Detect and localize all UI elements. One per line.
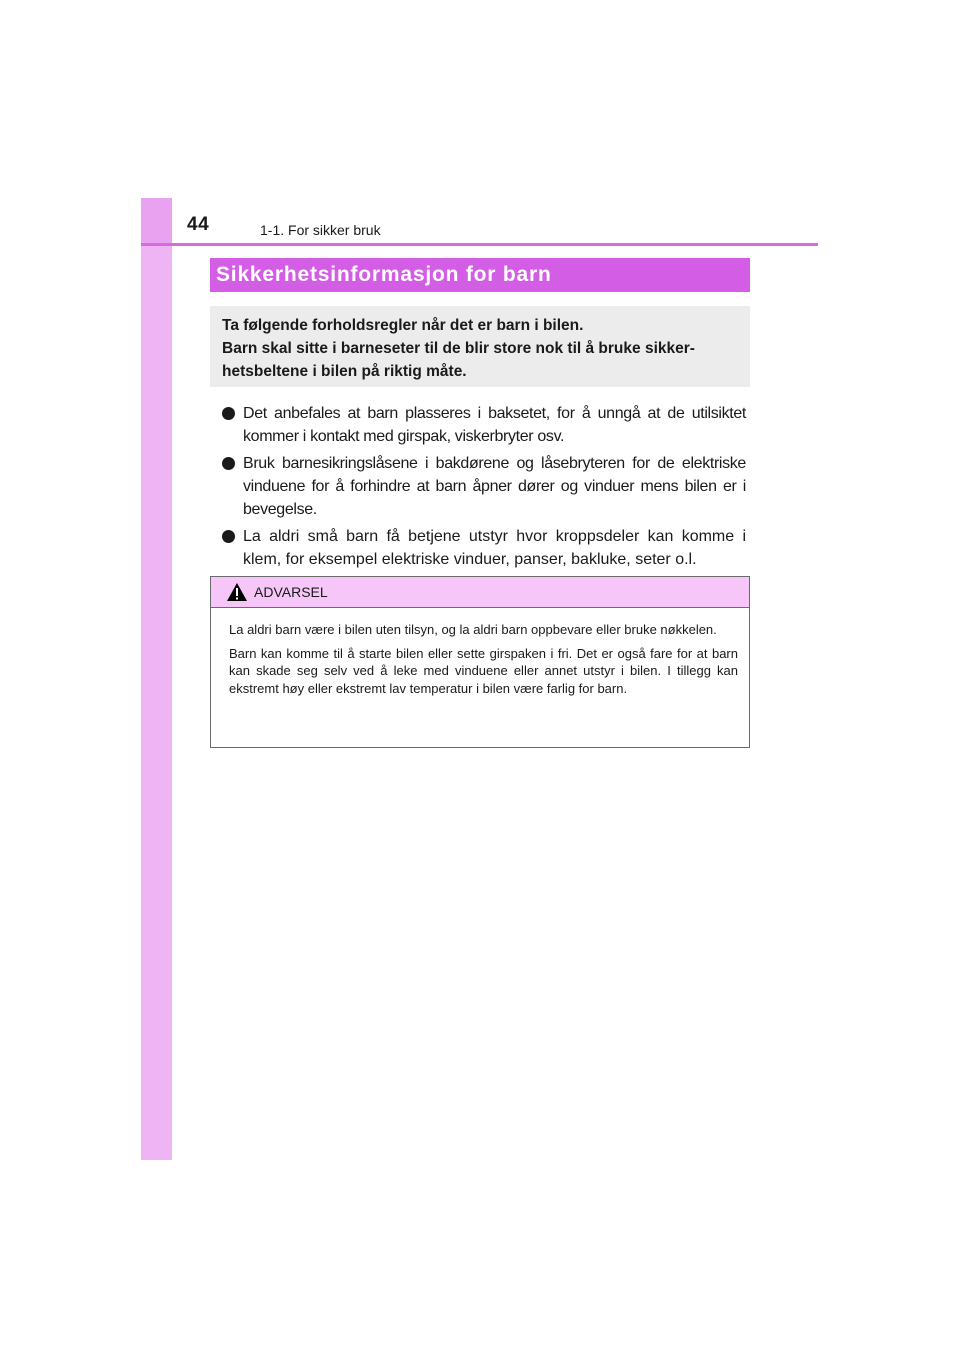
list-item — [222, 452, 746, 521]
warning-label: ADVARSEL — [254, 584, 328, 600]
warning-triangle-icon — [226, 582, 248, 602]
bullet-text: Det anbefales at barn plasseres i baksetet, for å unngå at de utilsiktet kommer i kontakt med girspak, viskerbryter osv. — [243, 405, 746, 445]
page-number: 44 — [187, 214, 210, 235]
section-label: 1-1. For sikker bruk — [260, 222, 381, 238]
intro-line: Ta følgende forholdsregler når det er barn i bilen. — [222, 317, 584, 334]
section-title-bar — [210, 258, 750, 292]
header-rule — [141, 243, 818, 246]
side-tab-strip — [141, 198, 172, 1160]
warning-body — [211, 608, 749, 697]
intro-line: Barn skal sitte i barneseter til de blir store nok til å bruke sikker- — [222, 340, 695, 357]
intro-line: hetsbeltene i bilen på riktig måte. — [222, 363, 467, 380]
list-item — [222, 402, 746, 448]
side-tab-header — [141, 198, 172, 245]
bullet-text: La aldri små barn få betjene utstyr hvor kroppsdeler kan komme i klem, for eksempel elektriske vinduer, panser, bakluke, seter o.l. — [243, 528, 746, 568]
warning-paragraph: La aldri barn være i bilen uten tilsyn, og la aldri barn oppbevare eller bruke nøkkelen. — [229, 622, 717, 637]
bullet-dot-icon — [222, 530, 235, 543]
warning-header — [211, 577, 749, 608]
warning-box — [210, 576, 750, 748]
bullet-text: Bruk barnesikringslåsene i bakdørene og låsebryteren for de elektriske vinduene for å forhindre at barn åpner dører og vinduer mens bilen er i bevegelse. — [243, 455, 746, 518]
warning-paragraph: Barn kan komme til å starte bilen eller sette girspaken i fri. Det er også fare for at barn kan skade seg selv ved å leke med vinduene eller annet utstyr i bilen. I tillegg kan ekstremt høy eller ekstremt lav temperatur i bilen være farlig for barn. — [229, 645, 738, 696]
bullet-dot-icon — [222, 457, 235, 470]
intro-box — [210, 306, 750, 387]
bullet-dot-icon — [222, 407, 235, 420]
list-item — [222, 525, 746, 571]
bullet-list — [222, 402, 746, 575]
section-title: Sikkerhetsinformasjon for barn — [216, 263, 552, 286]
